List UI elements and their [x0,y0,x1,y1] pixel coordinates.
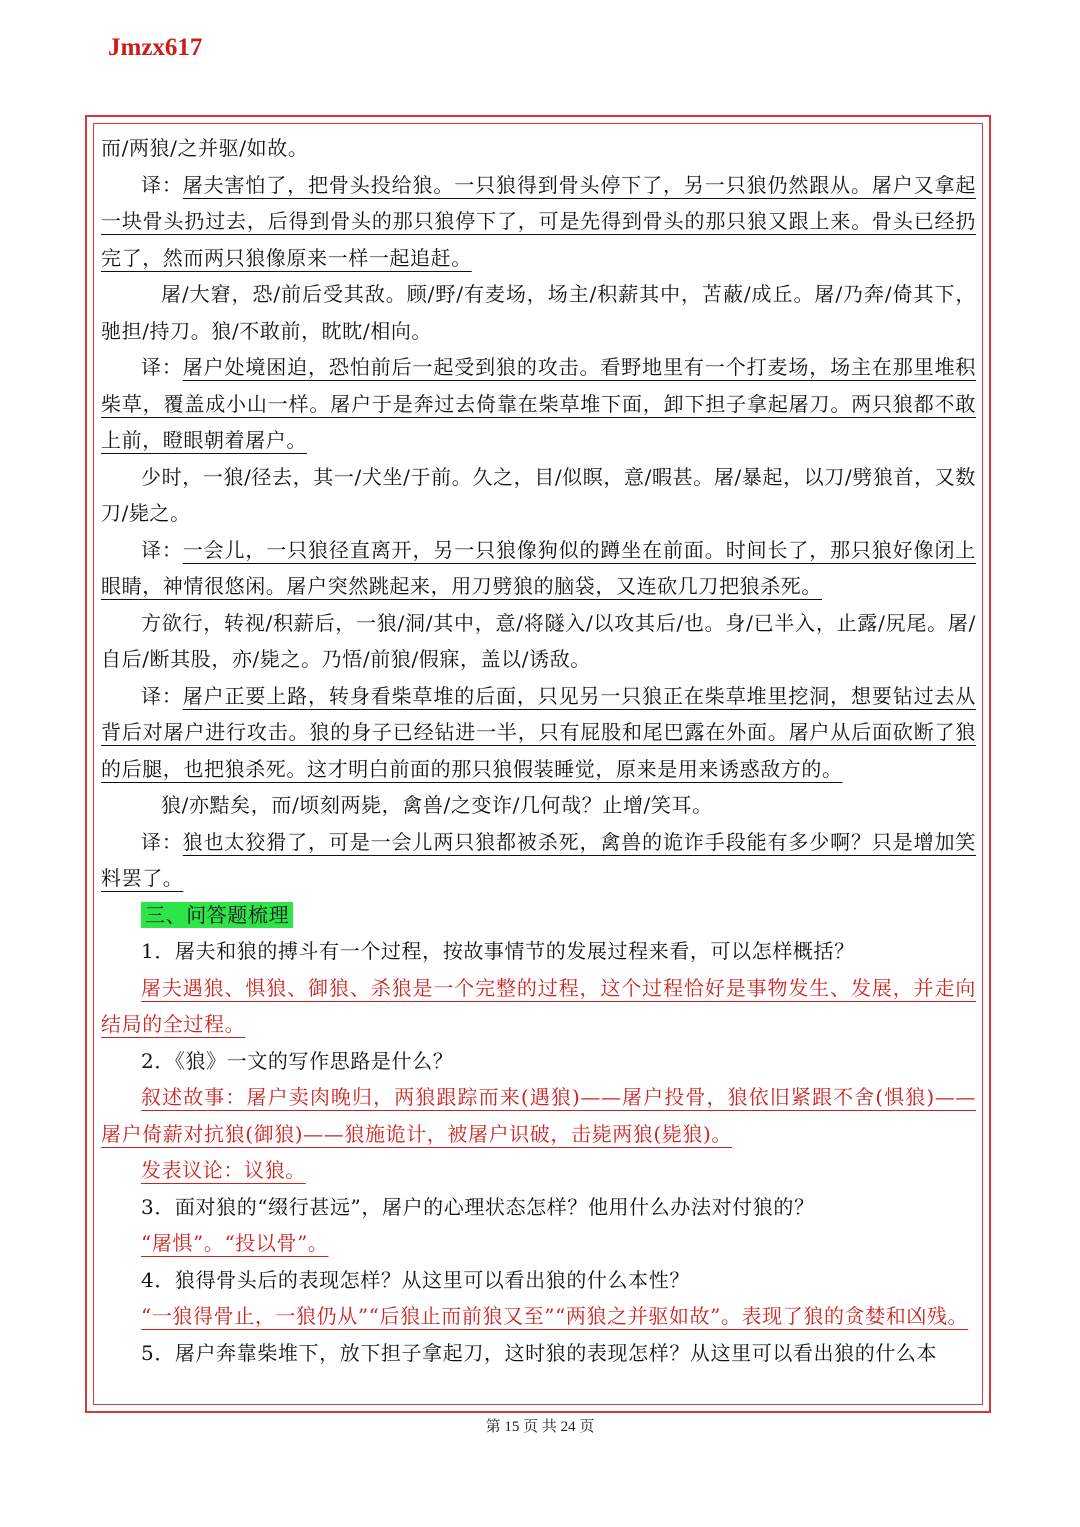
classical-text [101,130,976,167]
brand-watermark: Jmzx617 [108,34,203,61]
question-text: 5．屠户奔靠柴堆下，放下担子拿起刀，这时狼的表现怎样？从这里可以看出狼的什么本 [141,1340,938,1365]
classical-text [101,787,976,824]
translation-label: 译： [141,829,183,854]
answer-text: 发表议论：议狼。 [141,1158,306,1182]
translation-text: 屠户处境困迫，恐怕前后一起受到狼的攻击。看野地里有一个打麦场，场主在那里堆积柴草，覆盖成小山一样。屠户于是奔过去倚靠在柴草堆下面，卸下担子拿起屠刀。两只狼都不敢上前，瞪眼朝着屠户。 [101,355,976,452]
translation-text: 狼也太狡猾了，可是一会儿两只狼都被杀死，禽兽的诡诈手段能有多少啊？只是增加笑料罢了。 [101,829,976,890]
answer-3 [101,1225,976,1262]
question-text: 3．面对狼的“缀行甚远”，屠户的心理状态怎样？他用什么办法对付狼的？ [141,1194,815,1219]
answer-text: 叙述故事：屠户卖肉晚归，两狼跟踪而来(遇狼)——屠户投骨，狼依旧紧跟不舍(惧狼)——屠户倚薪对抗狼(御狼)——狼施诡计，被屠户识破，击毙两狼(毙狼)。 [101,1085,976,1146]
translation-text: 一会儿，一只狼径直离开，另一只狼像狗似的蹲坐在前面。时间长了，那只狼好像闭上眼睛，神情很悠闲。屠户突然跳起来，用刀劈狼的脑袋，又连砍几刀把狼杀死。 [101,537,976,598]
paragraph-text: 少时，一狼/径去，其一/犬坐/于前。久之，目/似瞑，意/暇甚。屠/暴起，以刀/劈狼首，又数刀/毙之。 [101,464,976,525]
answer-4 [101,1298,976,1335]
answer-1 [101,970,976,1043]
section-heading-row [101,897,976,934]
question-text: 2．《狼》一文的写作思路是什么？ [141,1048,454,1073]
translation-label: 译： [141,537,183,562]
translation-label: 译： [141,683,183,708]
translation [101,349,976,459]
section-heading: 三、问答题梳理 [141,902,293,928]
translation [101,532,976,605]
answer-text: “屠惧”。“投以骨”。 [141,1231,329,1255]
paragraph-text: 屠/大窘，恐/前后受其敌。顾/野/有麦场，场主/积薪其中，苫蔽/成丘。屠/乃奔/倚其下，驰担/持刀。狼/不敢前，眈眈/相向。 [101,282,976,343]
document-body [101,130,976,1371]
question-4 [101,1262,976,1299]
translation-text: 屠户正要上路，转身看柴草堆的后面，只见另一只狼正在柴草堆里挖洞，想要钻过去从背后对屠户进行攻击。狼的身子已经钻进一半，只有屁股和尾巴露在外面。屠户从后面砍断了狼的后腿，也把狼杀死。这才明白前面的那只狼假装睡觉，原来是用来诱惑敌方的。 [101,683,976,781]
paragraph-text: 而/两狼/之并驱/如故。 [101,136,309,160]
question-3 [101,1189,976,1226]
page-number: 第 15 页 共 24 页 [485,1419,595,1435]
question-1 [101,933,976,970]
translation-label: 译： [141,172,183,197]
classical-text [101,276,976,349]
translation [101,167,976,277]
translation [101,678,976,788]
answer-text: “一狼得骨止，一狼仍从”“后狼止而前狼又至”“两狼之并驱如故”。表现了狼的贪婪和凶残。 [141,1304,969,1328]
translation-text: 屠夫害怕了，把骨头投给狼。一只狼得到骨头停下了，另一只狼仍然跟从。屠户又拿起一块骨头扔过去，后得到骨头的那只狼停下了，可是先得到骨头的那只狼又跟上来。骨头已经扔完了，然而两只狼像原来一样一起追赶。 [101,172,976,270]
answer-2 [101,1079,976,1152]
page-frame [85,115,991,1413]
question-5 [101,1335,976,1372]
translation-label: 译： [141,355,183,379]
translation [101,824,976,897]
paragraph-text: 方欲行，转视/积薪后，一狼/洞/其中，意/将隧入/以攻其后/也。身/已半入，止露/尻尾。屠/自后/断其股，亦/毙之。乃悟/前狼/假寐，盖以/诱敌。 [101,610,976,671]
question-text: 4．狼得骨头后的表现怎样？从这里可以看出狼的什么本性？ [141,1267,690,1292]
classical-text [101,459,976,532]
question-2 [101,1043,976,1080]
question-text: 1．屠夫和狼的搏斗有一个过程，按故事情节的发展过程来看，可以怎样概括？ [141,939,855,963]
page-frame-inner [93,123,983,1405]
answer-text: 屠夫遇狼、惧狼、御狼、杀狼是一个完整的过程，这个过程恰好是事物发生、发展，并走向结局的全过程。 [101,975,976,1036]
answer-2b [101,1152,976,1189]
classical-text [101,605,976,678]
paragraph-text: 狼/亦黠矣，而/顷刻两毙，禽兽/之变诈/几何哉？止增/笑耳。 [161,793,713,817]
